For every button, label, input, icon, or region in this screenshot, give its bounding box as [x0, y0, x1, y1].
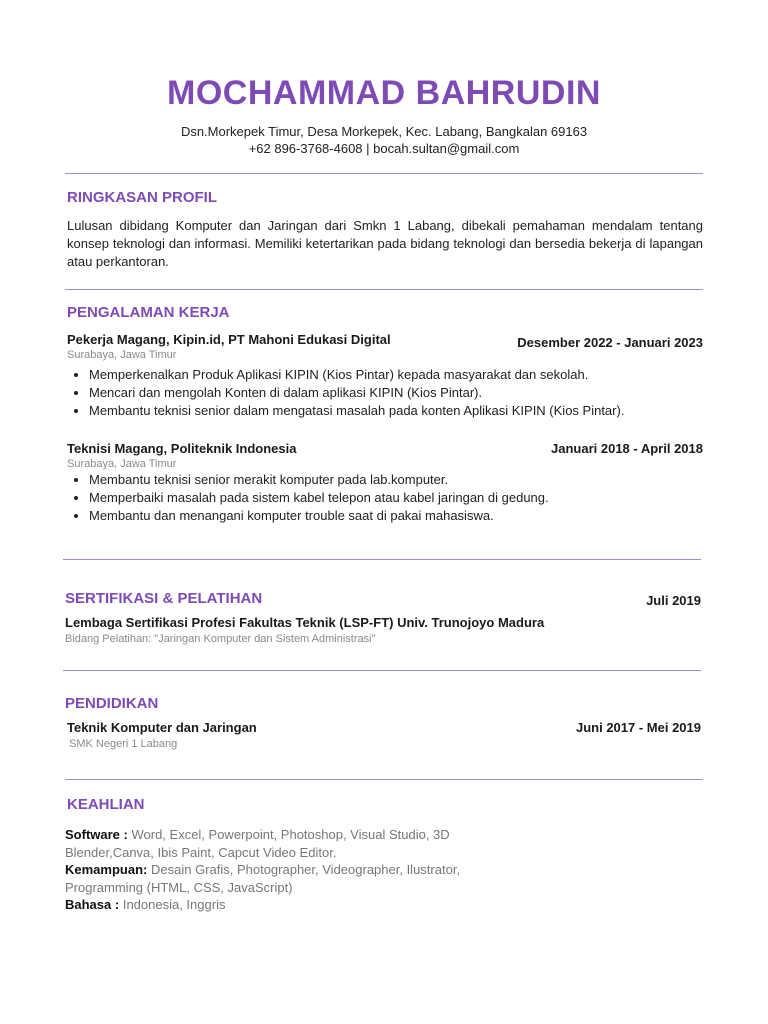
job-duties-list	[67, 366, 624, 420]
education-school: SMK Negeri 1 Labang	[69, 738, 178, 750]
education-program: Teknik Komputer dan Jaringan	[67, 720, 257, 735]
skills-list	[65, 826, 525, 914]
section-title-skills: KEAHLIAN	[67, 796, 145, 813]
contact-address: Dsn.Morkepek Timur, Desa Morkepek, Kec. Labang, Bangkalan 69163	[180, 124, 588, 139]
section-title-profile: RINGKASAN PROFIL	[67, 189, 217, 206]
section-title-certification: SERTIFIKASI & PELATIHAN	[65, 590, 263, 607]
list-item: • Membantu teknisi senior dalam mengatasi masalah pada konten Aplikasi KIPIN (Kios Pintar).	[89, 402, 624, 420]
certification-institution: Lembaga Sertifikasi Profesi Fakultas Teknik (LSP-FT) Univ. Trunojoyo Madura	[65, 615, 545, 630]
section-title-education: PENDIDIKAN	[65, 695, 159, 712]
job-title: Teknisi Magang, Politeknik Indonesia	[67, 441, 297, 456]
education-date: Juni 2017 - Mei 2019	[575, 720, 701, 735]
header-divider	[65, 173, 703, 174]
job-date: Desember 2022 - Januari 2023	[517, 335, 703, 350]
skills-ability	[65, 861, 525, 896]
list-item: • Memperkenalkan Produk Aplikasi KIPIN (Kios Pintar) kepada masyarakat dan sekolah.	[89, 366, 624, 384]
education-divider	[65, 779, 703, 780]
skills-language-label: Bahasa :	[65, 897, 120, 912]
experience-divider	[63, 559, 701, 560]
job-title: Pekerja Magang, Kipin.id, PT Mahoni Edukasi Digital	[67, 332, 391, 347]
skills-ability-value: Desain Grafis, Photographer, Videographer, Ilustrator, Programming (HTML, CSS, JavaScript)	[65, 862, 461, 895]
list-item: • Membantu dan menangani komputer trouble saat di pakai mahasiswa.	[89, 507, 549, 525]
certification-date: Juli 2019	[646, 593, 701, 608]
profile-divider	[65, 289, 703, 290]
list-item: • Memperbaiki masalah pada sistem kabel telepon atau kabel jaringan di gedung.	[89, 489, 549, 507]
skills-language	[65, 896, 525, 914]
skills-language-value: Indonesia, Inggris	[122, 897, 226, 912]
section-title-experience: PENGALAMAN KERJA	[67, 304, 230, 321]
skills-ability-label: Kemampuan:	[65, 862, 148, 877]
job-location: Surabaya, Jawa Timur	[67, 349, 177, 361]
job-date: Januari 2018 - April 2018	[551, 441, 703, 456]
job-duties-list	[67, 471, 549, 525]
resume-name: MOCHAMMAD BAHRUDIN	[167, 74, 601, 112]
job-location: Surabaya, Jawa Timur	[67, 458, 177, 470]
contact-phone-email: +62 896-3768-4608 | bocah.sultan@gmail.com	[248, 141, 520, 156]
skills-software	[65, 826, 525, 861]
certification-field: Bidang Pelatihan: "Jaringan Komputer dan Sistem Administrasi"	[65, 633, 376, 645]
list-item: • Membantu teknisi senior merakit komputer pada lab.komputer.	[89, 471, 549, 489]
skills-software-value: Word, Excel, Powerpoint, Photoshop, Visual Studio, 3D Blender,Canva, Ibis Paint, Capcut Video Editor.	[65, 827, 450, 860]
certification-divider	[63, 670, 701, 671]
profile-summary: Lulusan dibidang Komputer dan Jaringan dari Smkn 1 Labang, dibekali pemahaman mendalam tentang konsep teknologi dan informasi. Memiliki ketertarikan pada bidang teknologi dan bersedia bekerja di lapangan atau perkantoran.	[67, 218, 703, 269]
list-item: • Mencari dan mengolah Konten di dalam aplikasi KIPIN (Kios Pintar).	[89, 384, 624, 402]
skills-software-label: Software :	[65, 827, 128, 842]
